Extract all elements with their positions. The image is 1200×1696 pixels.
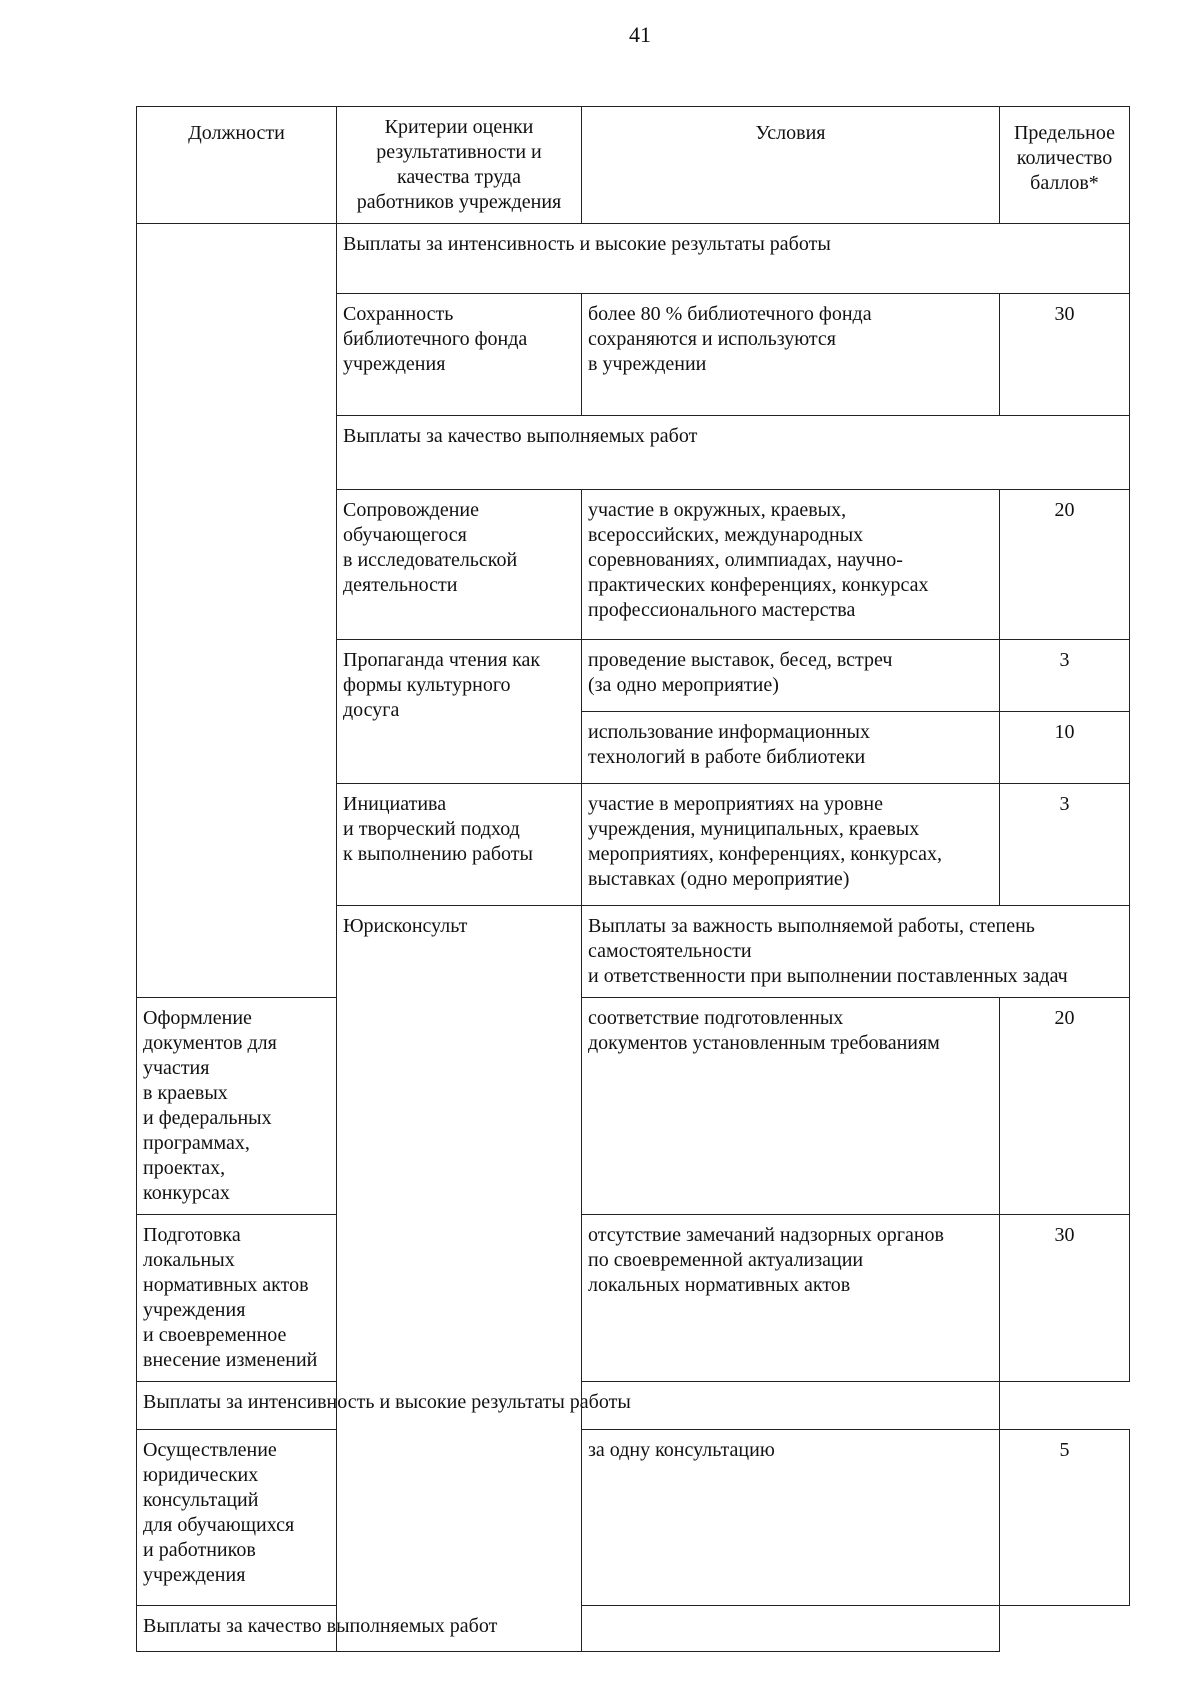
- criterion-cell: Сохранность библиотечного фонда учреждения: [337, 294, 582, 416]
- header-position: Должности: [137, 107, 337, 224]
- table-row: [137, 1215, 1130, 1382]
- criteria-table: [136, 106, 1130, 1652]
- section-heading: Выплаты за важность выполняемой работы, степень самостоятельности и ответственности при выполнении поставленных задач: [582, 906, 1130, 998]
- points-cell: 20: [1000, 490, 1130, 640]
- section-heading: Выплаты за качество выполняемых работ: [337, 416, 1130, 490]
- header-max-points: Предельное количество баллов*: [1000, 107, 1130, 224]
- points-cell: 10: [1000, 712, 1130, 784]
- points-cell: 30: [1000, 294, 1130, 416]
- section-heading: Выплаты за качество выполняемых работ: [137, 1606, 1000, 1652]
- points-cell: 20: [1000, 998, 1130, 1215]
- condition-cell: отсутствие замечаний надзорных органов по своевременной актуализации локальных нормативных актов: [582, 1215, 1000, 1382]
- condition-cell: за одну консультацию: [582, 1430, 1000, 1606]
- condition-cell: проведение выставок, бесед, встреч (за одно мероприятие): [582, 640, 1000, 712]
- table-row: [137, 1606, 1130, 1652]
- position-cell: Юрисконсульт: [337, 906, 582, 1652]
- criterion-cell: Подготовка локальных нормативных актов учреждения и своевременное внесение изменений: [137, 1215, 337, 1382]
- points-cell: 3: [1000, 784, 1130, 906]
- condition-cell: участие в окружных, краевых, всероссийских, международных соревнованиях, олимпиадах, научно- практических конференциях, конкурсах профессионального мастерства: [582, 490, 1000, 640]
- header-conditions: Условия: [582, 107, 1000, 224]
- table-row: [137, 1430, 1130, 1606]
- position-cell: [137, 224, 337, 998]
- criterion-cell: Сопровождение обучающегося в исследовательской деятельности: [337, 490, 582, 640]
- criterion-cell: Оформление документов для участия в краевых и федеральных программах, проектах, конкурсах: [137, 998, 337, 1215]
- section-heading: Выплаты за интенсивность и высокие результаты работы: [137, 1382, 1000, 1430]
- condition-cell: соответствие подготовленных документов установленным требованиям: [582, 998, 1000, 1215]
- table-row: [137, 224, 1130, 294]
- criterion-cell: Осуществление юридических консультаций для обучающихся и работников учреждения: [137, 1430, 337, 1606]
- table-header-row: [137, 107, 1130, 224]
- condition-cell: более 80 % библиотечного фонда сохраняются и используются в учреждении: [582, 294, 1000, 416]
- table-row: [137, 1382, 1130, 1430]
- points-cell: 30: [1000, 1215, 1130, 1382]
- criterion-cell: Пропаганда чтения как формы культурного досуга: [337, 640, 582, 784]
- section-heading: Выплаты за интенсивность и высокие результаты работы: [337, 224, 1130, 294]
- page-number: 41: [629, 22, 651, 47]
- points-cell: 3: [1000, 640, 1130, 712]
- condition-cell: использование информационных технологий в работе библиотеки: [582, 712, 1000, 784]
- points-cell: 5: [1000, 1430, 1130, 1606]
- criterion-cell: Инициатива и творческий подход к выполнению работы: [337, 784, 582, 906]
- table-row: [137, 998, 1130, 1215]
- header-criteria: Критерии оценки результативности и качества труда работников учреждения: [337, 107, 582, 224]
- condition-cell: участие в мероприятиях на уровне учреждения, муниципальных, краевых мероприятиях, конференциях, конкурсах, выставках (одно мероприятие): [582, 784, 1000, 906]
